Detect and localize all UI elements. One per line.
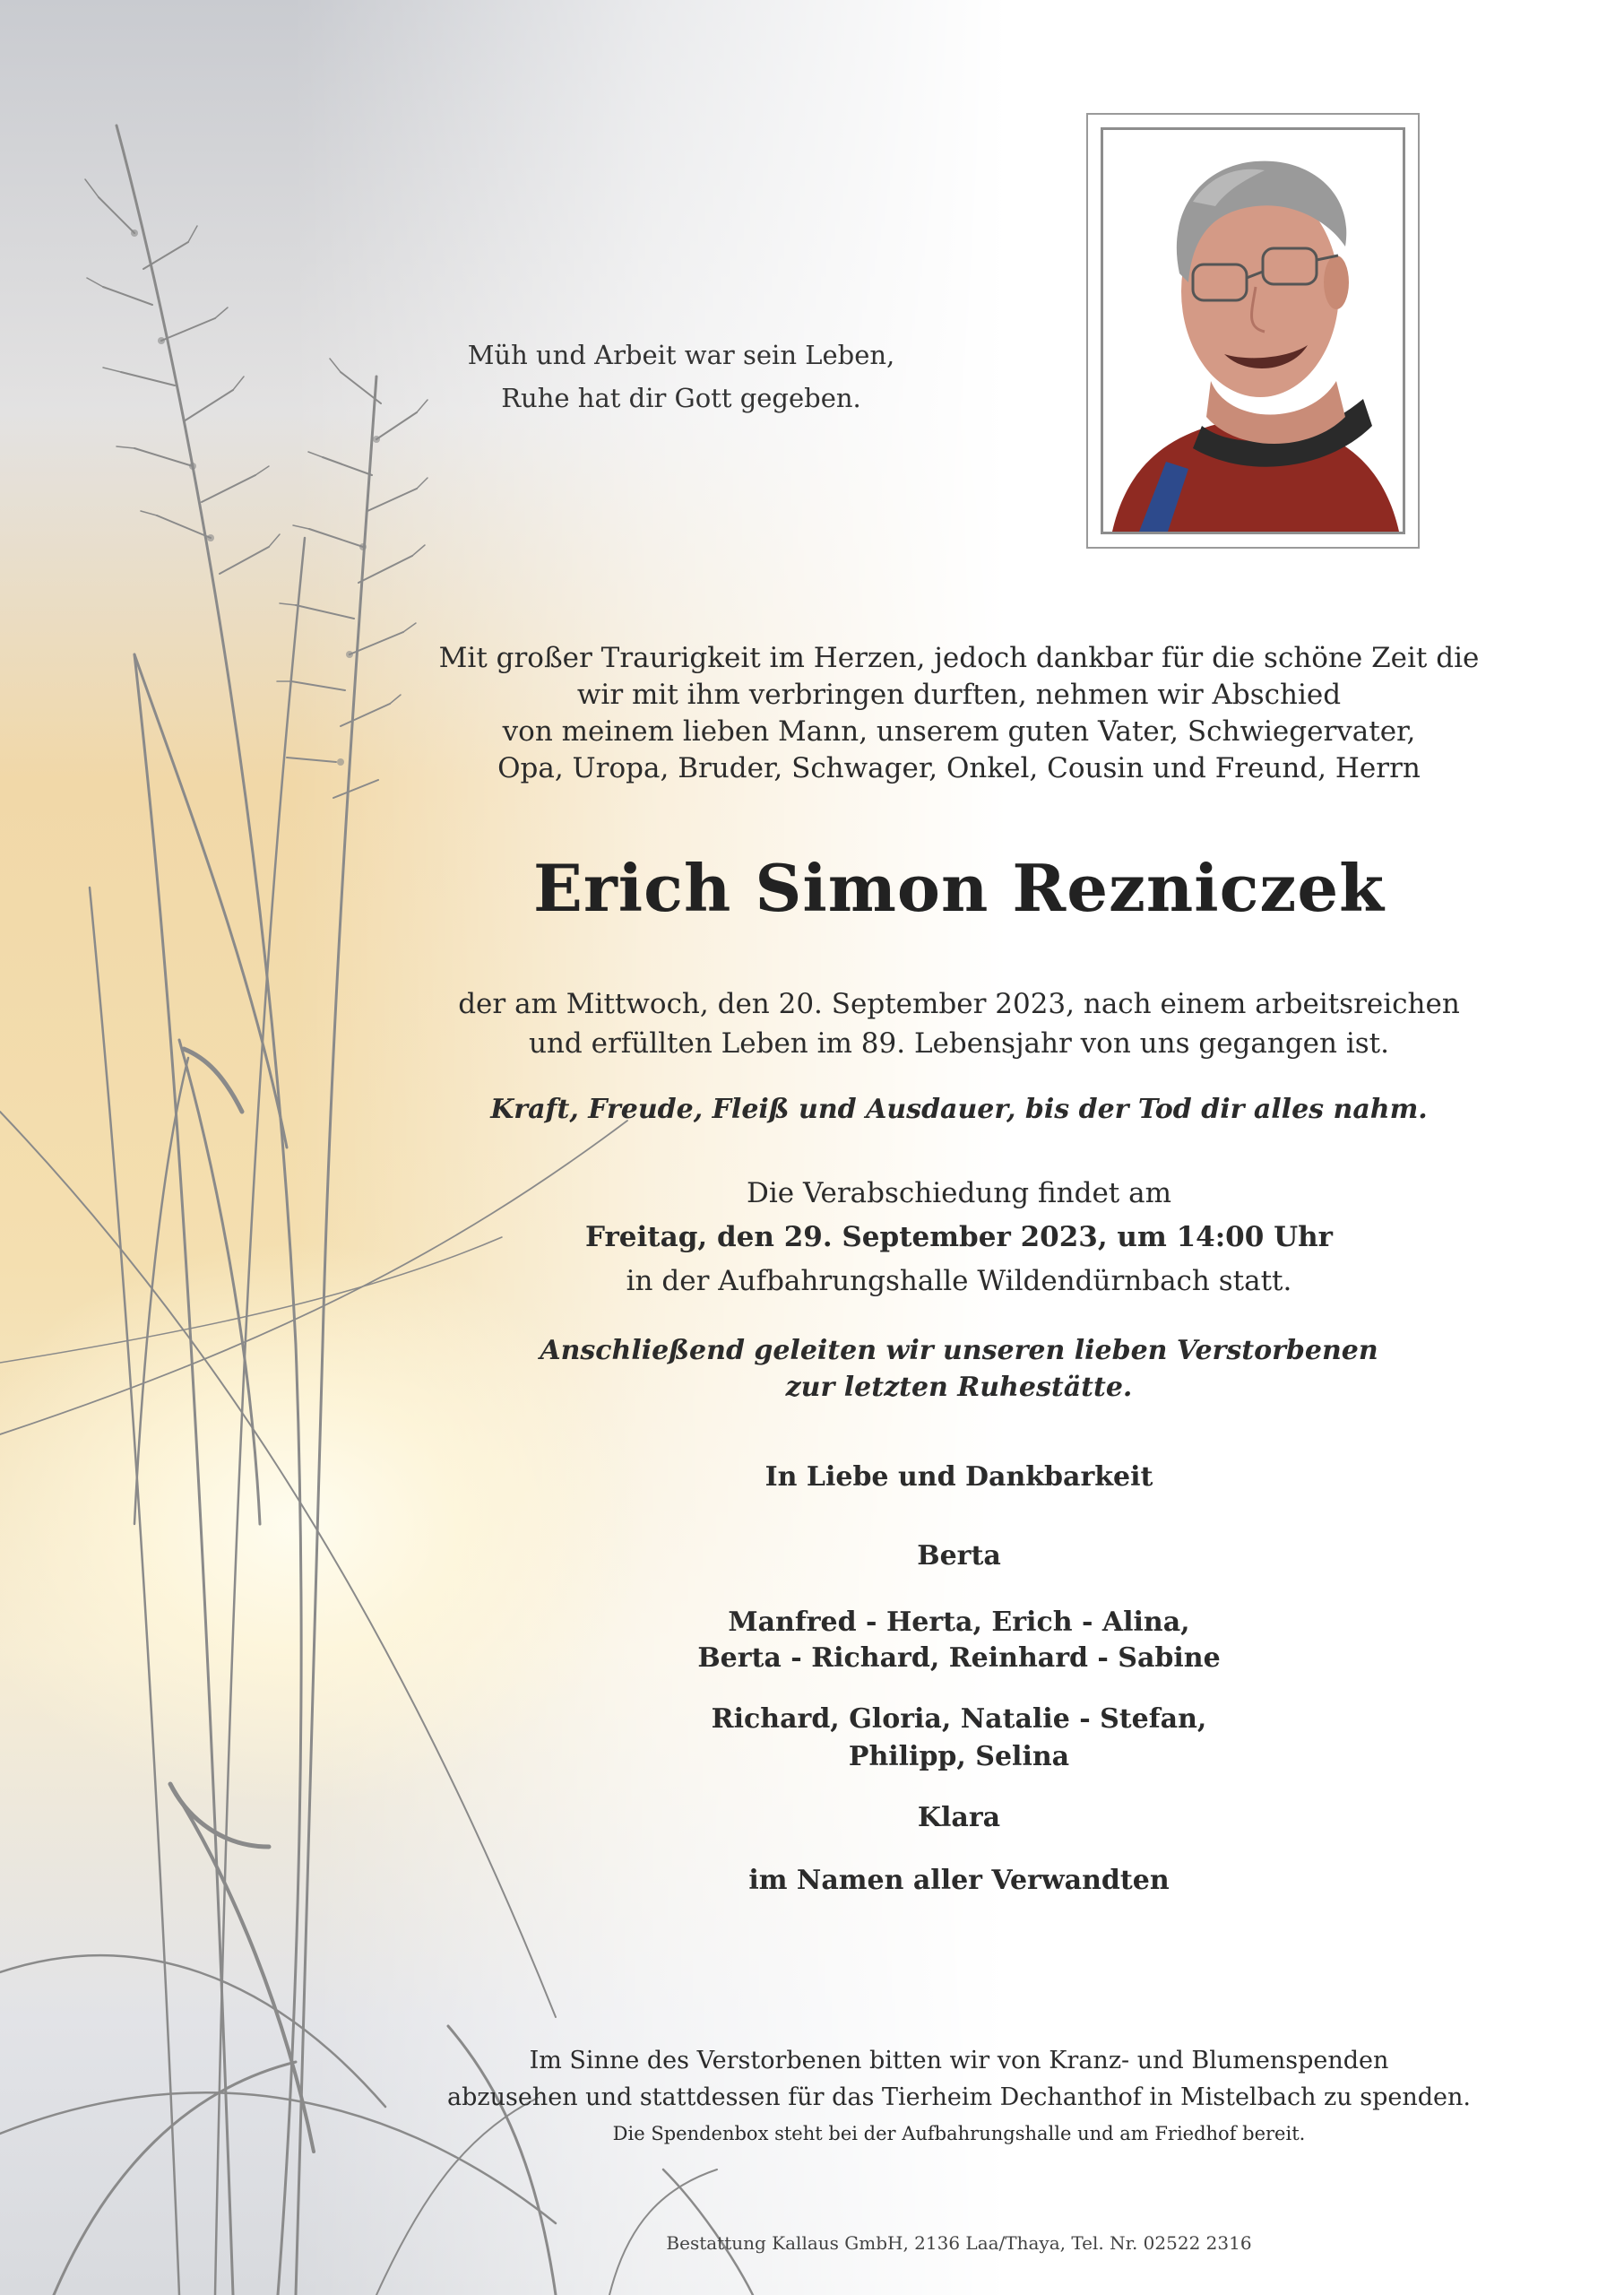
quote-line-2: Ruhe hat dir Gott gegeben. [501, 383, 861, 413]
death-notice [421, 984, 1497, 1063]
mourner-spouse: Berta [917, 1540, 1001, 1572]
mourner-children-1: Manfred - Herta, Erich - Alina, [728, 1606, 1190, 1638]
mourner-grandchildren-2: Philipp, Selina [848, 1741, 1070, 1772]
mourner-children-2: Berta - Richard, Reinhard - Sabine [697, 1642, 1221, 1674]
deceased-name: Erich Simon Rezniczek [532, 850, 1386, 926]
intro-line-1: Mit großer Traurigkeit im Herzen, jedoch dankbar für die schöne Zeit die [438, 642, 1480, 674]
mourner-great-grandchild: Klara [917, 1802, 1001, 1833]
opening-quote [350, 333, 1013, 420]
quote-line-1: Müh und Arbeit war sein Leben, [467, 340, 895, 370]
donation-request [358, 2042, 1559, 2152]
mourners-heading: In Liebe und Dankbarkeit [764, 1461, 1153, 1493]
portrait-photo [1101, 127, 1405, 534]
donation-line-3: Die Spendenbox steht bei der Aufbahrungshalle und am Friedhof bereit. [612, 2123, 1306, 2144]
intro-line-4: Opa, Uropa, Bruder, Schwager, Onkel, Cousin und Freund, Herrn [497, 752, 1421, 784]
mourner-grandchildren-1: Richard, Gloria, Natalie - Stefan, [711, 1703, 1207, 1735]
intro-paragraph [421, 640, 1497, 787]
funeral-home-footer: Bestattung Kallaus GmbH, 2136 Laa/Thaya, Tel. Nr. 02522 2316 [666, 2232, 1252, 2254]
burial-line-2: zur letzten Ruhestätte. [785, 1372, 1133, 1403]
portrait-image [1103, 130, 1403, 532]
donation-line-1: Im Sinne des Verstorbenen bitten wir von Kranz- und Blumenspenden [529, 2047, 1389, 2074]
burial-note [421, 1332, 1497, 1406]
death-line-2: und erfüllten Leben im 89. Lebensjahr von uns gegangen ist. [529, 1027, 1389, 1060]
motto: Kraft, Freude, Fleiß und Ausdauer, bis der Tod dir alles nahm. [490, 1094, 1428, 1125]
farewell-location: in der Aufbahrungshalle Wildendürnbach statt. [626, 1265, 1292, 1297]
farewell-date-time: Freitag, den 29. September 2023, um 14:00 Uhr [585, 1221, 1333, 1253]
portrait-frame [1086, 113, 1420, 549]
burial-line-1: Anschließend geleiten wir unseren lieben Verstorbenen [540, 1335, 1378, 1366]
intro-line-2: wir mit ihm verbringen durften, nehmen wir Abschied [576, 679, 1342, 711]
mourners-closing: im Namen aller Verwandten [748, 1865, 1170, 1896]
intro-line-3: von meinem lieben Mann, unserem guten Vater, Schwiegervater, [502, 715, 1416, 748]
donation-line-2: abzusehen und stattdessen für das Tierheim Dechanthof in Mistelbach zu spenden. [447, 2083, 1471, 2111]
farewell-line-1: Die Verabschiedung findet am [747, 1177, 1171, 1209]
farewell-details [421, 1172, 1497, 1303]
death-line-1: der am Mittwoch, den 20. September 2023, nach einem arbeitsreichen [458, 988, 1460, 1020]
